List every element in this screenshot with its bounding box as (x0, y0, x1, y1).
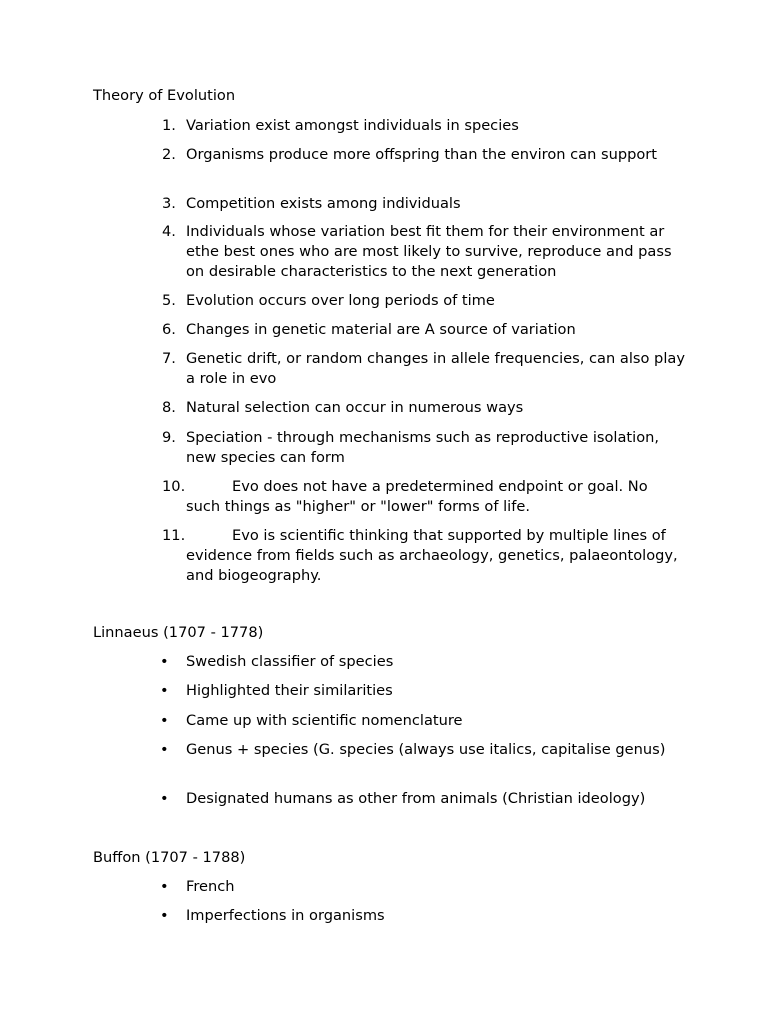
list-item-text: Natural selection can occur in numerous ways (186, 399, 524, 416)
section-heading-linnaeus: Linnaeus (1707 - 1778) (93, 624, 264, 641)
list-item (160, 652, 686, 672)
list-item-text: Speciation - through mechanisms such as reproductive isolation, new species can form (186, 429, 660, 466)
list-item-text: Evolution occurs over long periods of time (186, 292, 495, 309)
list-item-text: French (186, 878, 235, 895)
list-item (160, 906, 686, 926)
list-item (162, 349, 686, 389)
list-item-text: Genus + species (G. species (always use italics, capitalise genus) (186, 741, 666, 758)
list-item-text: Highlighted their similarities (186, 682, 393, 699)
bullet-icon: • (160, 653, 169, 670)
list-item-text: Genetic drift, or random changes in allele frequencies, can also play a role in evo (186, 350, 685, 387)
list-item-text: Individuals whose variation best fit them for their environment ar ethe best ones who are most likely to survive, reproduce and pass on desirable characteristics to the next generation (186, 223, 672, 280)
list-item-text: Changes in genetic material are A source of variation (186, 321, 576, 338)
list-item-text: Imperfections in organisms (186, 907, 385, 924)
list-number: 8. (162, 399, 176, 416)
section-heading-buffon: Buffon (1707 - 1788) (93, 849, 246, 866)
bullet-icon: • (160, 712, 169, 729)
list-item-text: Variation exist amongst individuals in species (186, 117, 519, 134)
list-number: 6. (162, 321, 176, 338)
list-item (162, 320, 686, 340)
list-item (162, 194, 686, 214)
list-item (160, 877, 686, 897)
list-item-text: Came up with scientific nomenclature (186, 712, 463, 729)
list-item-text: Evo does not have a predetermined endpoint or goal. No such things as "higher" or "lower" forms of life. (186, 478, 648, 515)
list-item-text: Organisms produce more offspring than the environ can support (186, 146, 658, 163)
list-item-text: Evo is scientific thinking that supported by multiple lines of evidence from fields such as archaeology, genetics, palaeontology, and biogeography. (186, 527, 678, 584)
list-item-text: Swedish classifier of species (186, 653, 394, 670)
list-number: 9. (162, 429, 176, 446)
list-number: 1. (162, 117, 176, 134)
list-item (160, 681, 686, 701)
section-heading-theory-of-evolution: Theory of Evolution (93, 87, 236, 104)
list-item (162, 398, 686, 418)
list-item (162, 477, 686, 517)
bullet-icon: • (160, 878, 169, 895)
bullet-icon: • (160, 682, 169, 699)
list-item-text: Designated humans as other from animals (Christian ideology) (186, 790, 646, 807)
bullet-icon: • (160, 907, 169, 924)
list-item (160, 711, 686, 731)
list-item (162, 526, 686, 586)
list-number: 2. (162, 146, 176, 163)
list-item (162, 116, 686, 136)
list-item (162, 291, 686, 311)
list-number: 3. (162, 195, 176, 212)
list-number: 10. (162, 478, 186, 495)
list-number: 5. (162, 292, 176, 309)
bullet-icon: • (160, 790, 169, 807)
list-item (160, 740, 686, 760)
list-item (162, 145, 686, 165)
list-item (160, 789, 686, 809)
list-number: 7. (162, 350, 176, 367)
list-item (162, 222, 686, 282)
bullet-icon: • (160, 741, 169, 758)
list-number: 11. (162, 527, 186, 544)
list-item-text: Competition exists among individuals (186, 195, 461, 212)
list-item (162, 428, 686, 468)
list-number: 4. (162, 223, 176, 240)
